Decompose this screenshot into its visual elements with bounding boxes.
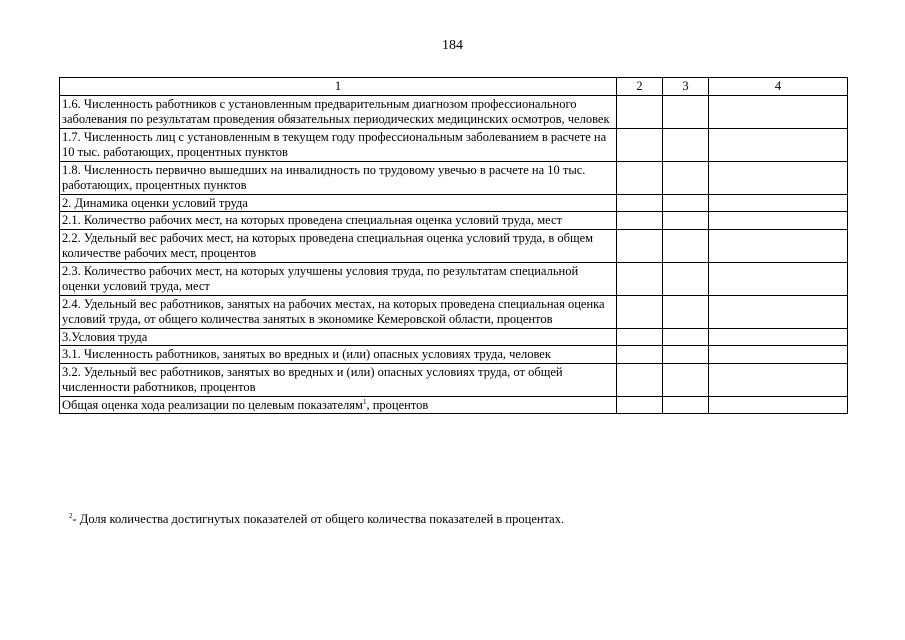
row-value-3 bbox=[663, 194, 709, 212]
table-body bbox=[60, 95, 848, 414]
total-label-text: Общая оценка хода реализации по целевым показателям bbox=[62, 397, 363, 412]
row-value-4 bbox=[709, 346, 848, 364]
row-label: 3.2. Удельный вес работников, занятых во вредных и (или) опасных условиях труда, от общей численности работников, процентов bbox=[60, 363, 617, 396]
total-label-suffix: , процентов bbox=[366, 397, 429, 412]
row-label: 2. Динамика оценки условий труда bbox=[60, 194, 617, 212]
row-value-4 bbox=[709, 95, 848, 128]
row-value-2 bbox=[617, 95, 663, 128]
row-label: 3.1. Численность работников, занятых во вредных и (или) опасных условиях труда, человек bbox=[60, 346, 617, 364]
total-footnote-marker: 1 bbox=[362, 397, 367, 406]
row-value-3 bbox=[663, 328, 709, 346]
row-value-4 bbox=[709, 194, 848, 212]
row-value-3 bbox=[663, 161, 709, 194]
row-label: 1.6. Численность работников с установленным предварительным диагнозом профессионального заболевания по результатам проведения обязательных периодических медицинских осмотров, человек bbox=[60, 95, 617, 128]
total-value-3 bbox=[663, 396, 709, 414]
row-value-3 bbox=[663, 295, 709, 328]
table-row bbox=[60, 161, 848, 194]
table-row bbox=[60, 328, 848, 346]
row-value-2 bbox=[617, 328, 663, 346]
footnote-text: - Доля количества достигнутых показателей от общего количества показателей в процентах. bbox=[72, 512, 565, 526]
row-value-2 bbox=[617, 161, 663, 194]
row-value-4 bbox=[709, 328, 848, 346]
row-label: 2.3. Количество рабочих мест, на которых улучшены условия труда, по результатам специальной оценки условий труда, мест bbox=[60, 262, 617, 295]
row-value-3 bbox=[663, 95, 709, 128]
row-value-3 bbox=[663, 229, 709, 262]
row-value-3 bbox=[663, 262, 709, 295]
row-value-2 bbox=[617, 212, 663, 230]
row-value-2 bbox=[617, 229, 663, 262]
row-value-3 bbox=[663, 128, 709, 161]
table-row bbox=[60, 229, 848, 262]
row-value-4 bbox=[709, 363, 848, 396]
column-header-4: 4 bbox=[709, 78, 848, 96]
row-value-3 bbox=[663, 212, 709, 230]
row-label: 1.8. Численность первично вышедших на инвалидность по трудовому увечью в расчете на 10 тыс. работающих, процентных пунктов bbox=[60, 161, 617, 194]
footnote bbox=[69, 512, 564, 527]
row-value-2 bbox=[617, 295, 663, 328]
table-row bbox=[60, 346, 848, 364]
column-header-3: 3 bbox=[663, 78, 709, 96]
row-value-2 bbox=[617, 262, 663, 295]
row-value-2 bbox=[617, 346, 663, 364]
total-value-4 bbox=[709, 396, 848, 414]
row-value-4 bbox=[709, 295, 848, 328]
table-row bbox=[60, 295, 848, 328]
row-label: 2.4. Удельный вес работников, занятых на рабочих местах, на которых проведена специальная оценка условий труда, от общего количества занятых в экономике Кемеровской области, процентов bbox=[60, 295, 617, 328]
row-value-2 bbox=[617, 363, 663, 396]
table-row bbox=[60, 363, 848, 396]
table-row bbox=[60, 212, 848, 230]
row-value-3 bbox=[663, 346, 709, 364]
total-row-label bbox=[60, 396, 617, 414]
footnote-marker: 2 bbox=[69, 511, 73, 520]
row-value-3 bbox=[663, 363, 709, 396]
row-label: 2.1. Количество рабочих мест, на которых проведена специальная оценка условий труда, мест bbox=[60, 212, 617, 230]
column-header-2: 2 bbox=[617, 78, 663, 96]
row-value-2 bbox=[617, 128, 663, 161]
page-number: 184 bbox=[442, 38, 463, 53]
table-row bbox=[60, 262, 848, 295]
indicators-table bbox=[59, 77, 848, 414]
row-value-4 bbox=[709, 229, 848, 262]
row-label: 3.Условия труда bbox=[60, 328, 617, 346]
total-value-2 bbox=[617, 396, 663, 414]
row-value-4 bbox=[709, 161, 848, 194]
table-row bbox=[60, 128, 848, 161]
column-header-1: 1 bbox=[60, 78, 617, 96]
row-value-4 bbox=[709, 212, 848, 230]
row-label: 1.7. Численность лиц с установленным в текущем году профессиональным заболеванием в расчете на 10 тыс. работающих, процентных пунктов bbox=[60, 128, 617, 161]
table-row bbox=[60, 95, 848, 128]
table-header-row bbox=[60, 78, 848, 96]
row-value-4 bbox=[709, 128, 848, 161]
row-value-2 bbox=[617, 194, 663, 212]
total-row bbox=[60, 396, 848, 414]
table-row bbox=[60, 194, 848, 212]
row-value-4 bbox=[709, 262, 848, 295]
row-label: 2.2. Удельный вес рабочих мест, на которых проведена специальная оценка условий труда, в общем количестве рабочих мест, процентов bbox=[60, 229, 617, 262]
